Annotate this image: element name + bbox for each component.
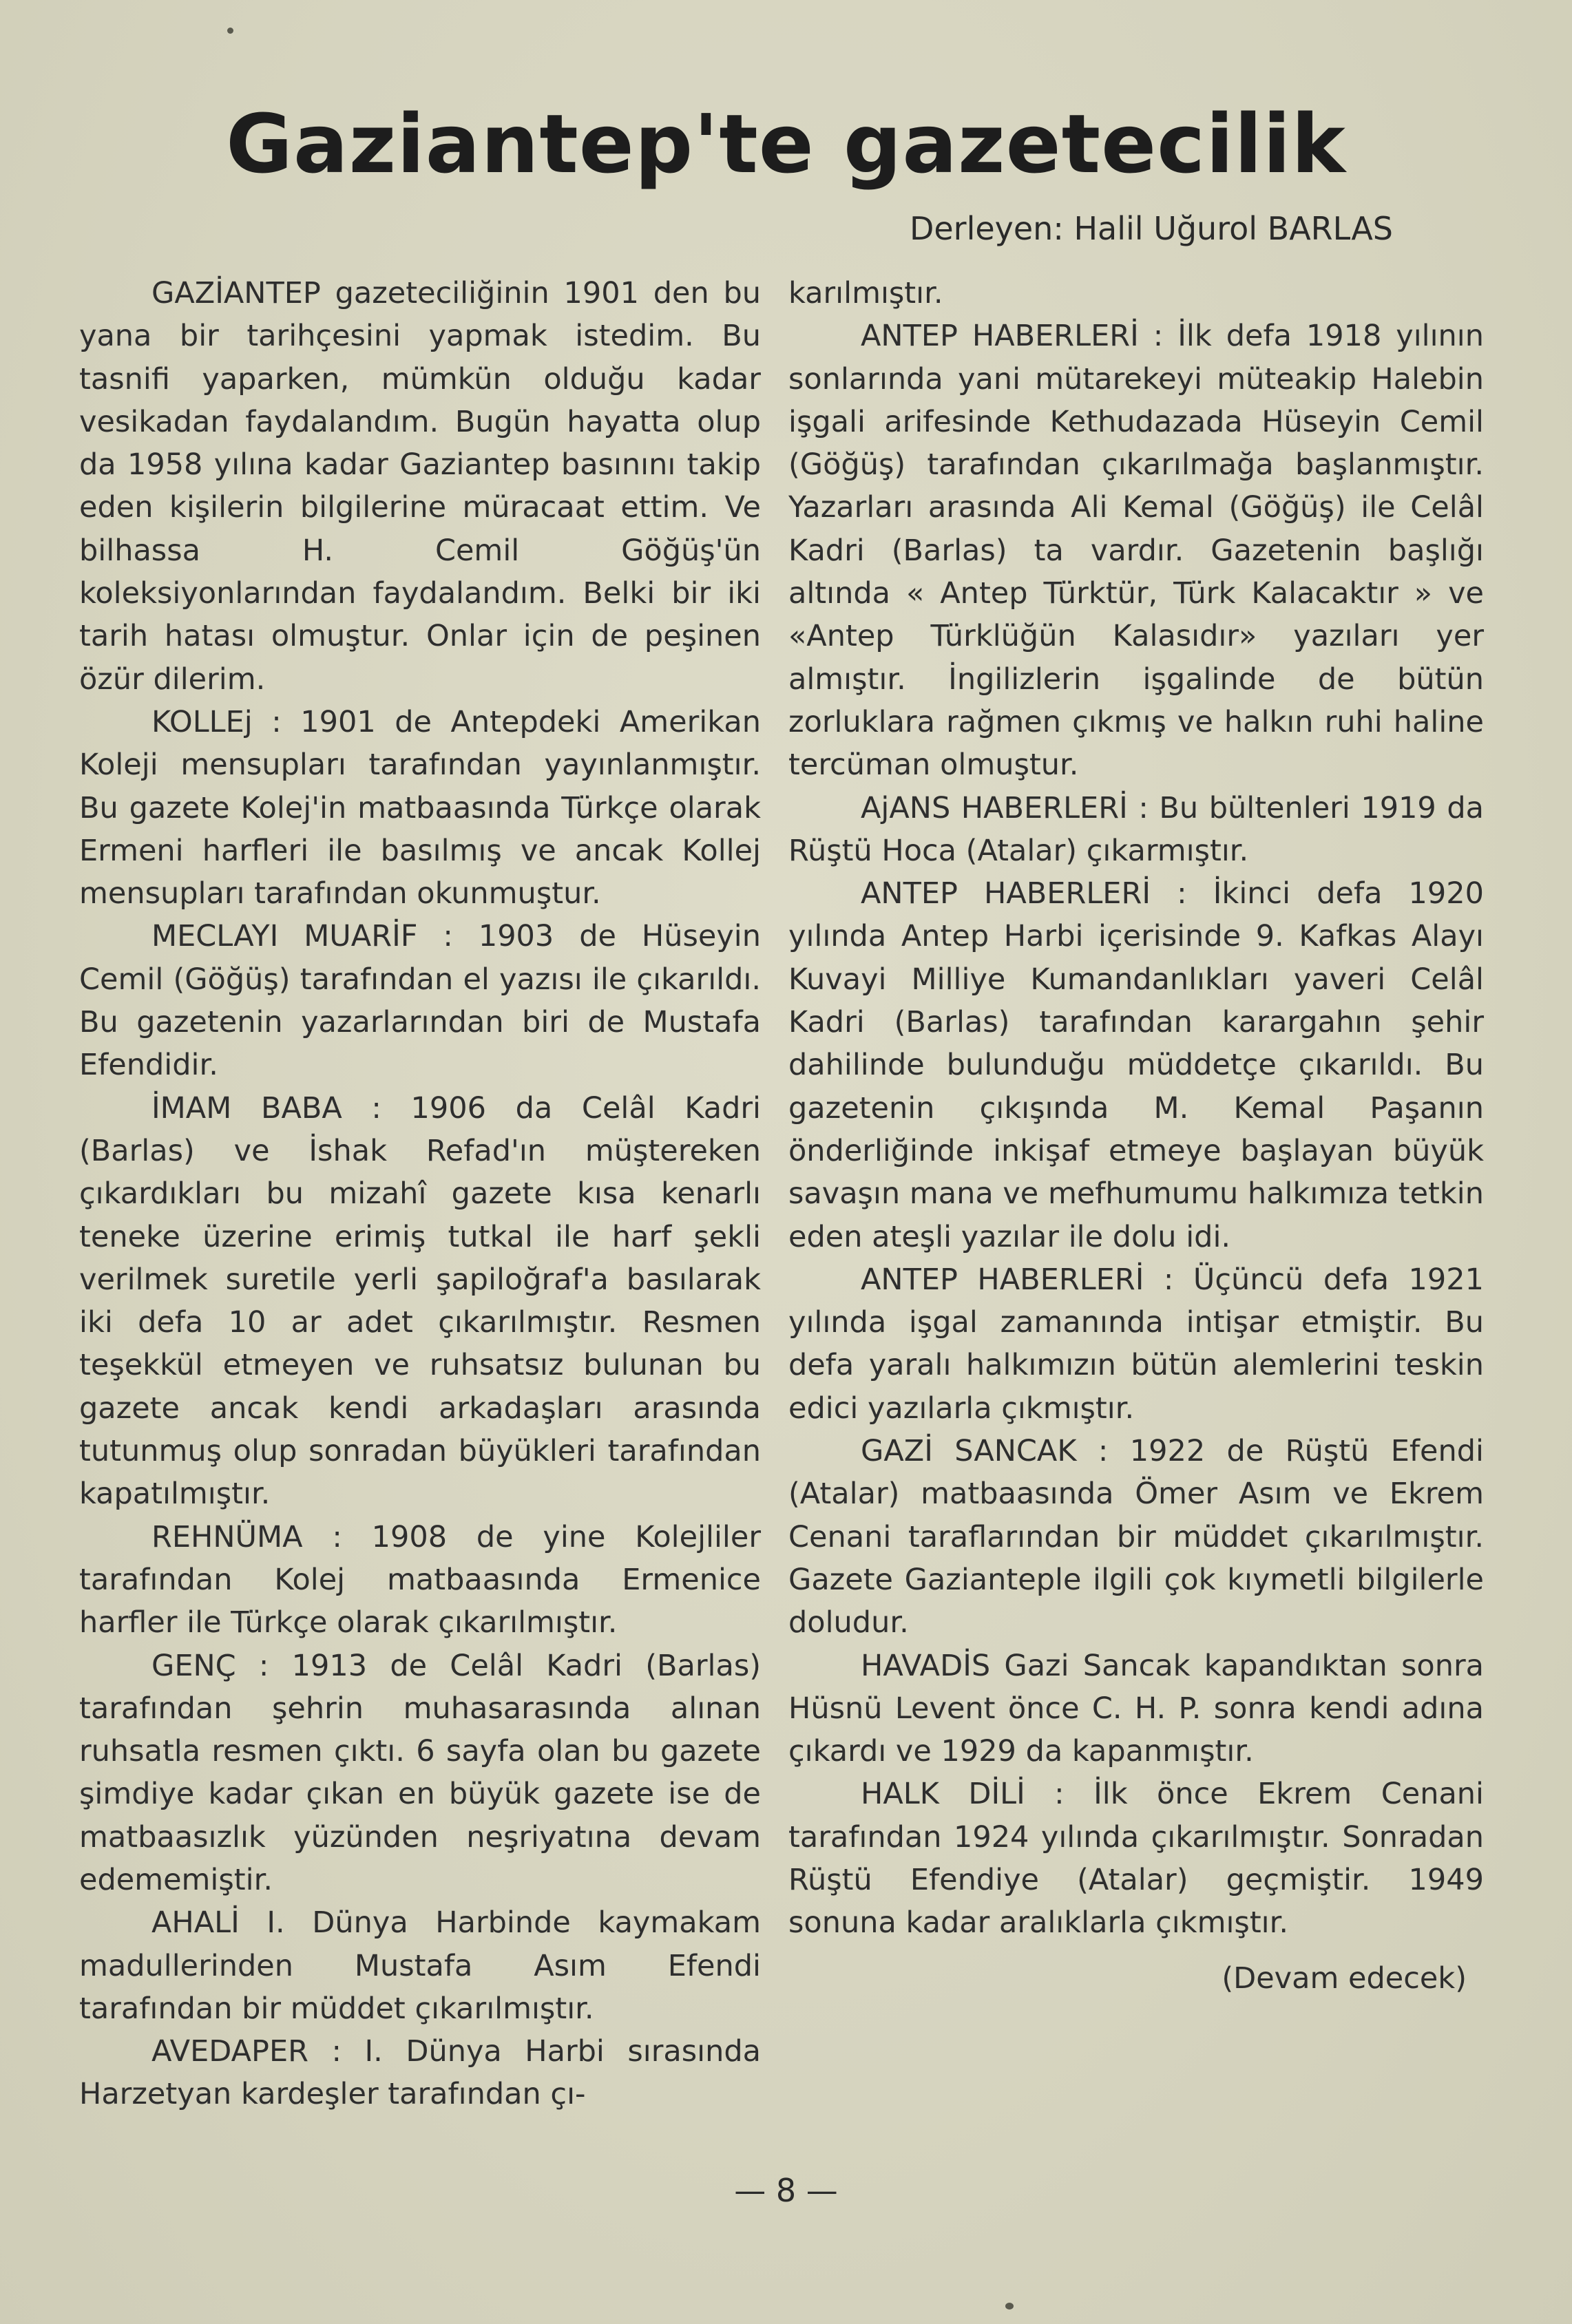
paragraph-continuation: karılmıştır. xyxy=(788,276,943,310)
paragraph-intro: GAZİANTEP gazeteciliğinin 1901 den bu yana bir tarihçesini yapmak istedim. Bu tasnifi yaparken, mümkün olduğu kadar vesikadan faydalandım. Bugün hayatta olup da 1958 yılına kadar Gaziantep basınını takip eden kişilerin bilgilerine müracaat ettim. Ve bilhassa H. Cemil Göğüş'ün koleksiyonlarından faydalandım. Belki bir iki tarih hatası olmuştur. Onlar için de peşinen özür dilerim. xyxy=(79,276,761,697)
paragraph-genc: GENÇ : 1913 de Celâl Kadri (Barlas) tarafından şehrin muhasarasında alınan ruhsatla resmen çıktı. 6 sayfa olan bu gazete şimdiye kadar çıkan en büyük gazete ise de matbaasızlık yüzünden neşriyatına devam edememiştir. xyxy=(79,1648,761,1897)
paper-speck xyxy=(1005,2303,1014,2310)
paragraph-havadis: HAVADİS Gazi Sancak kapandıktan sonra Hüsnü Levent önce C. H. P. sonra kendi adına çıkardı ve 1929 da kapanmıştır. xyxy=(788,1648,1484,1769)
paragraph-gazi-sancak: GAZİ SANCAK : 1922 de Rüştü Efendi (Atalar) matbaasında Ömer Asım ve Ekrem Cenani taraflarından bir müddet çıkarılmıştır. Gazete Gazianteple ilgili çok kıymetli bilgilerle doludur. xyxy=(788,1434,1484,1640)
paper-speck xyxy=(227,28,233,34)
paragraph-antep-haberleri-3: ANTEP HABERLERİ : Üçüncü defa 1921 yılında işgal zamanında intişar etmiştir. Bu defa yaralı halkımızın bütün alemlerini teskin edici yazılarla çıkmıştır. xyxy=(788,1262,1484,1426)
paragraph-ahali: AHALİ I. Dünya Harbinde kaymakam madullerinden Mustafa Asım Efendi tarafından bir müddet çıkarılmıştır. xyxy=(79,1905,761,2026)
paragraph-kollej: KOLLEj : 1901 de Antepdeki Amerikan Koleji mensupları tarafından yayınlanmıştır. Bu gazete Kolej'in matbaasında Türkçe olarak Ermeni harfleri ile basılmış ve ancak Kollej mensupları tarafından okunmuştur. xyxy=(79,704,761,911)
right-column xyxy=(788,272,1484,2000)
paragraph-avedaper: AVEDAPER : I. Dünya Harbi sırasında Harzetyan kardeşler tarafından çı- xyxy=(79,2034,761,2112)
paragraph-meclayi-muarif: MECLAYI MUARİF : 1903 de Hüseyin Cemil (Göğüş) tarafından el yazısı ile çıkarıldı. Bu gazetenin yazarlarından biri de Mustafa Efendidir. xyxy=(79,919,761,1083)
paragraph-halk-dili: HALK DİLİ : İlk önce Ekrem Cenani tarafından 1924 yılında çıkarılmıştır. Sonradan Rüştü Efendiye (Atalar) geçmiştir. 1949 sonuna kadar aralıklarla çıkmıştır. xyxy=(788,1777,1484,1941)
paragraph-antep-haberleri-2: ANTEP HABERLERİ : İkinci defa 1920 yılında Antep Harbi içerisinde 9. Kafkas Alayı Kuvayi Milliye Kumandanlıkları yaveri Celâl Kadri (Barlas) tarafından karargahın şehir dahilinde bulunduğu müddetçe çıkarıldı. Bu gazetenin çıkışında M. Kemal Paşanın önderliğinde inkişaf etmeye başlayan büyük savaşın mana ve mefhumumu halkımıza tetkin eden ateşli yazılar ile dolu idi. xyxy=(788,876,1484,1254)
paragraph-antep-haberleri-1: ANTEP HABERLERİ : İlk defa 1918 yılının sonlarında yani mütarekeyi müteakip Halebin işgali arifesinde Kethudazada Hüseyin Cemil (Göğüş) tarafından çıkarılmağa başlanmıştır. Yazarları arasında Ali Kemal (Göğüş) ile Celâl Kadri (Barlas) ta vardır. Gazetenin başlığı altında « Antep Türktür, Türk Kalacaktır » ve «Antep Türklüğün Kalasıdır» yazıları yer almıştır. İngilizlerin işgalinde de bütün zorluklara rağmen çıkmış ve halkın ruhi haline tercüman olmuştur. xyxy=(788,319,1484,783)
paragraph-ajans-haberleri: AjANS HABERLERİ : Bu bültenleri 1919 da Rüştü Hoca (Atalar) çıkarmıştır. xyxy=(788,790,1484,868)
left-column xyxy=(79,272,761,2116)
continued-note: (Devam edecek) xyxy=(1222,1961,1467,1996)
article-byline: Derleyen: Halil Uğurol BARLAS xyxy=(909,210,1393,247)
page-number: — 8 — xyxy=(734,2172,838,2209)
article-title: Gaziantep'te gazetecilik xyxy=(226,96,1346,191)
paragraph-imam-baba: İMAM BABA : 1906 da Celâl Kadri (Barlas) ve İshak Refad'ın müştereken çıkardıkları bu mizahî gazete kısa kenarlı teneke üzerine erimiş tutkal ile harf şekli verilmek suretile yerli şapiloğraf'a basılarak iki defa 10 ar adet çıkarılmıştır. Resmen teşekkül etmeyen ve ruhsatsız bulunan bu gazete ancak kendi arkadaşları arasında tutunmuş olup sonradan büyükleri tarafından kapatılmıştır. xyxy=(79,1090,761,1512)
paragraph-rehnuma: REHNÜMA : 1908 de yine Kolejliler tarafından Kolej matbaasında Ermenice harfler ile Türkçe olarak çıkarılmıştır. xyxy=(79,1519,761,1640)
